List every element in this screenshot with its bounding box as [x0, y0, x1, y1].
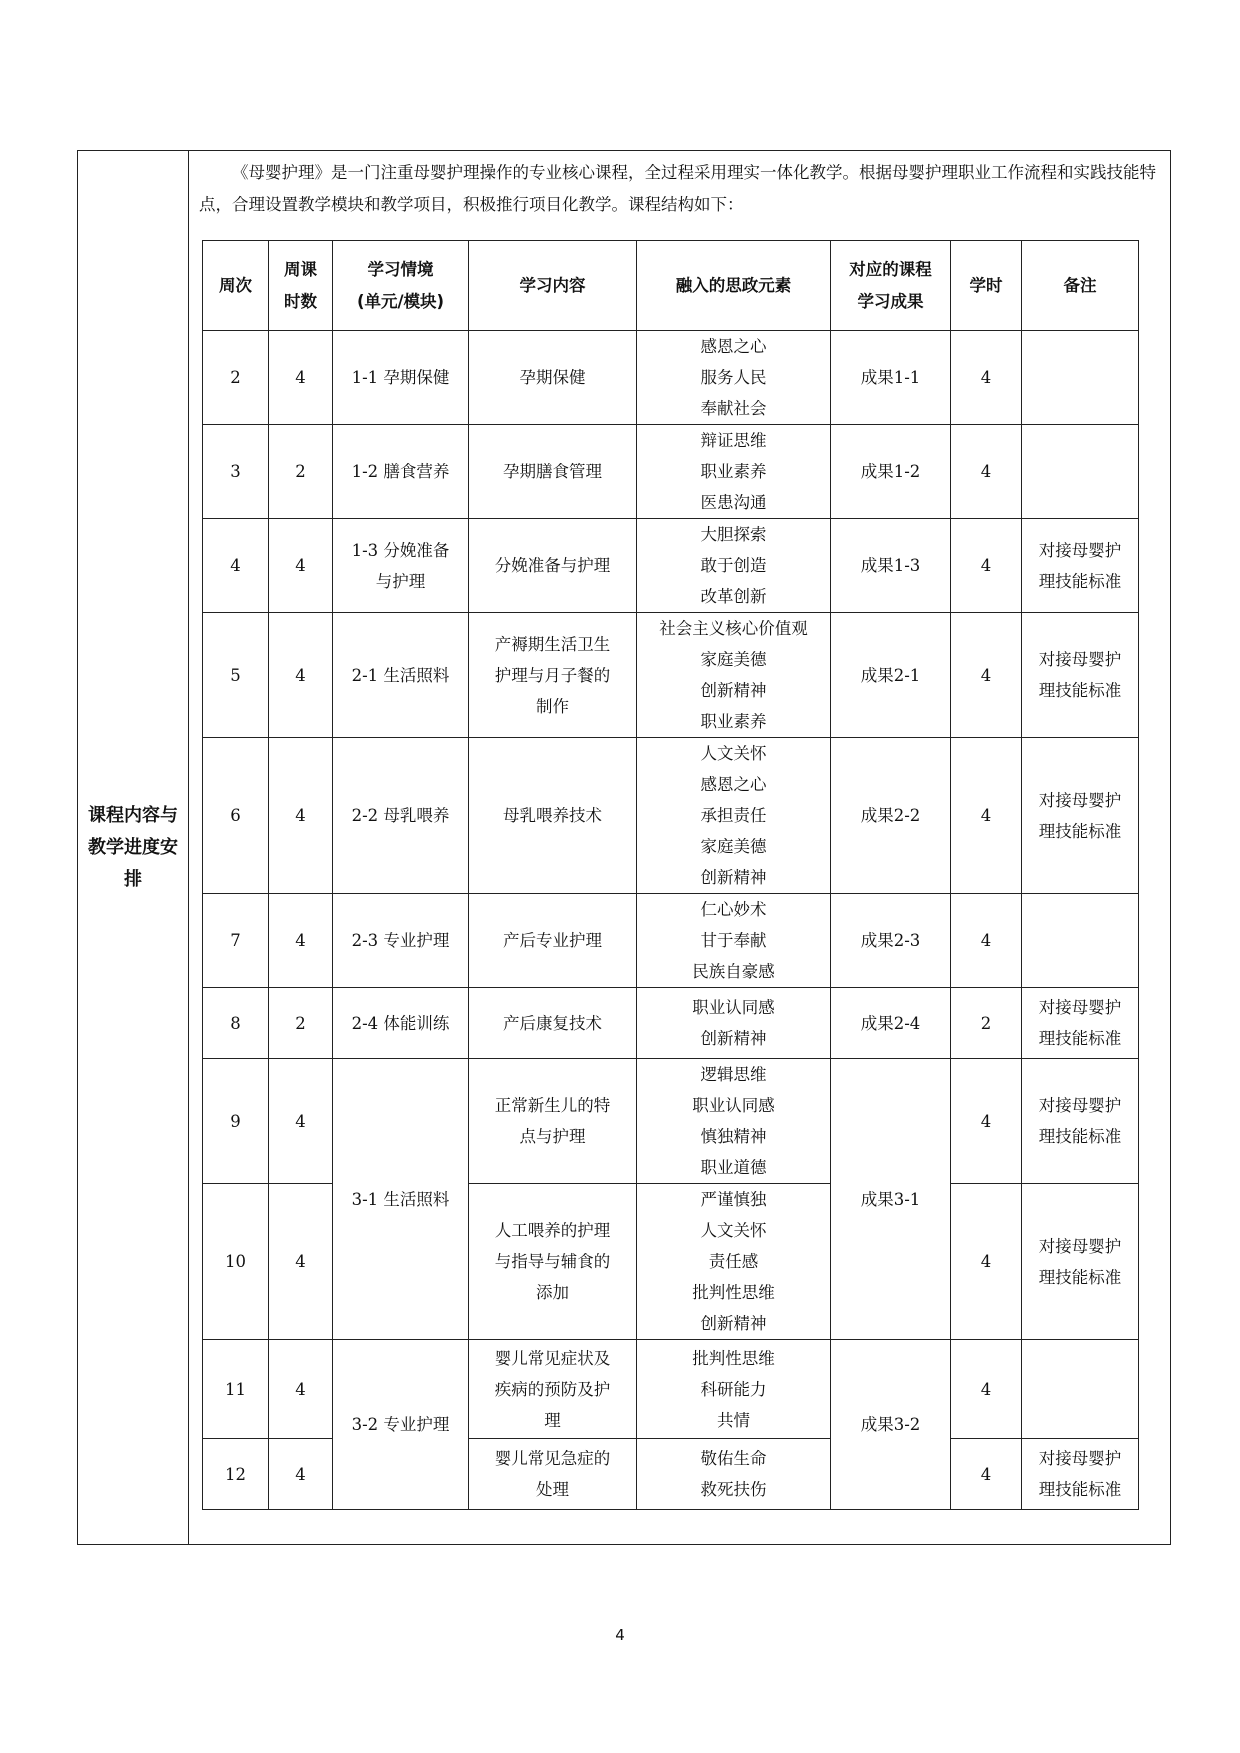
cell-hours-week: 4 — [269, 1439, 333, 1510]
cell-week: 7 — [203, 894, 269, 988]
header-content: 学习内容 — [469, 241, 637, 331]
cell-outcome: 成果3-1 — [831, 1059, 951, 1340]
cell-ideology: 职业认同感 创新精神 — [637, 988, 831, 1059]
cell-remark: 对接母婴护 理技能标准 — [1022, 1184, 1139, 1340]
cell-hours: 4 — [951, 1059, 1022, 1184]
cell-unit: 3-1 生活照料 — [333, 1059, 469, 1340]
page-number: 4 — [615, 1626, 625, 1644]
cell-content: 人工喂养的护理 与指导与辅食的 添加 — [469, 1184, 637, 1340]
cell-week: 12 — [203, 1439, 269, 1510]
cell-remark — [1022, 425, 1139, 519]
cell-content: 分娩准备与护理 — [469, 519, 637, 613]
cell-ideology: 批判性思维 科研能力 共情 — [637, 1340, 831, 1439]
header-remark: 备注 — [1022, 241, 1139, 331]
table-row — [203, 988, 1139, 1059]
header-row — [203, 241, 1139, 331]
cell-hours-week: 4 — [269, 331, 333, 425]
cell-unit: 1-3 分娩准备 与护理 — [333, 519, 469, 613]
cell-hours-week: 2 — [269, 425, 333, 519]
cell-content: 产后专业护理 — [469, 894, 637, 988]
cell-outcome: 成果3-2 — [831, 1340, 951, 1510]
table-row — [203, 1059, 1139, 1184]
schedule-table — [202, 240, 1139, 1510]
cell-ideology: 辩证思维 职业素养 医患沟通 — [637, 425, 831, 519]
cell-content: 孕期保健 — [469, 331, 637, 425]
cell-hours-week: 2 — [269, 988, 333, 1059]
cell-unit: 2-1 生活照料 — [333, 613, 469, 738]
cell-outcome: 成果2-4 — [831, 988, 951, 1059]
cell-hours-week: 4 — [269, 1059, 333, 1184]
cell-ideology: 仁心妙术 甘于奉献 民族自豪感 — [637, 894, 831, 988]
cell-content: 产褥期生活卫生 护理与月子餐的 制作 — [469, 613, 637, 738]
header-hours: 学时 — [951, 241, 1022, 331]
table-row — [203, 1340, 1139, 1439]
table-row — [203, 613, 1139, 738]
table-row — [203, 738, 1139, 894]
cell-hours: 4 — [951, 738, 1022, 894]
cell-week: 2 — [203, 331, 269, 425]
cell-ideology: 大胆探索 敢于创造 改革创新 — [637, 519, 831, 613]
table-row — [203, 331, 1139, 425]
cell-content: 婴儿常见症状及 疾病的预防及护 理 — [469, 1340, 637, 1439]
cell-outcome: 成果1-3 — [831, 519, 951, 613]
cell-unit: 2-4 体能训练 — [333, 988, 469, 1059]
cell-unit: 1-1 孕期保健 — [333, 331, 469, 425]
cell-remark: 对接母婴护 理技能标准 — [1022, 1059, 1139, 1184]
cell-week: 8 — [203, 988, 269, 1059]
cell-remark — [1022, 331, 1139, 425]
header-outcome: 对应的课程 学习成果 — [831, 241, 951, 331]
cell-content: 婴儿常见急症的 处理 — [469, 1439, 637, 1510]
cell-outcome: 成果2-2 — [831, 738, 951, 894]
cell-ideology: 敬佑生命 救死扶伤 — [637, 1439, 831, 1510]
cell-hours-week: 4 — [269, 894, 333, 988]
cell-content: 正常新生儿的特 点与护理 — [469, 1059, 637, 1184]
intro-paragraph: 《母婴护理》是一门注重母婴护理操作的专业核心课程，全过程采用理实一体化教学。根据母婴护理职业工作流程和实践技能特点，合理设置教学模块和教学项目，积极推行项目化教学。课程结构如下： — [199, 163, 1156, 214]
cell-ideology: 人文关怀 感恩之心 承担责任 家庭美德 创新精神 — [637, 738, 831, 894]
cell-hours-week: 4 — [269, 613, 333, 738]
cell-week: 5 — [203, 613, 269, 738]
cell-unit: 1-2 膳食营养 — [333, 425, 469, 519]
table-row — [203, 894, 1139, 988]
cell-week: 3 — [203, 425, 269, 519]
cell-outcome: 成果1-2 — [831, 425, 951, 519]
cell-hours: 4 — [951, 613, 1022, 738]
cell-remark: 对接母婴护 理技能标准 — [1022, 519, 1139, 613]
cell-ideology: 逻辑思维 职业认同感 慎独精神 职业道德 — [637, 1059, 831, 1184]
cell-hours: 4 — [951, 519, 1022, 613]
side-cell — [78, 151, 189, 1544]
cell-remark: 对接母婴护 理技能标准 — [1022, 613, 1139, 738]
cell-content: 孕期膳食管理 — [469, 425, 637, 519]
cell-hours: 2 — [951, 988, 1022, 1059]
cell-hours-week: 4 — [269, 519, 333, 613]
cell-ideology: 感恩之心 服务人民 奉献社会 — [637, 331, 831, 425]
header-context: 学习情境 (单元/模块) — [333, 241, 469, 331]
cell-hours-week: 4 — [269, 1184, 333, 1340]
cell-content: 产后康复技术 — [469, 988, 637, 1059]
header-week: 周次 — [203, 241, 269, 331]
table-row — [203, 425, 1139, 519]
cell-hours: 4 — [951, 331, 1022, 425]
cell-unit: 2-3 专业护理 — [333, 894, 469, 988]
cell-hours: 4 — [951, 894, 1022, 988]
cell-week: 10 — [203, 1184, 269, 1340]
header-ideology: 融入的思政元素 — [637, 241, 831, 331]
cell-week: 11 — [203, 1340, 269, 1439]
cell-ideology: 社会主义核心价值观 家庭美德 创新精神 职业素养 — [637, 613, 831, 738]
cell-hours: 4 — [951, 1184, 1022, 1340]
cell-outcome: 成果1-1 — [831, 331, 951, 425]
cell-week: 4 — [203, 519, 269, 613]
table-row — [203, 519, 1139, 613]
side-label: 课程内容与教学进度安排 — [88, 804, 178, 890]
cell-content: 母乳喂养技术 — [469, 738, 637, 894]
cell-hours-week: 4 — [269, 1340, 333, 1439]
cell-hours: 4 — [951, 425, 1022, 519]
cell-week: 6 — [203, 738, 269, 894]
cell-hours-week: 4 — [269, 738, 333, 894]
cell-hours: 4 — [951, 1439, 1022, 1510]
cell-remark: 对接母婴护 理技能标准 — [1022, 1439, 1139, 1510]
cell-remark — [1022, 894, 1139, 988]
header-hours-week: 周课 时数 — [269, 241, 333, 331]
cell-hours: 4 — [951, 1340, 1022, 1439]
cell-unit: 3-2 专业护理 — [333, 1340, 469, 1510]
cell-unit: 2-2 母乳喂养 — [333, 738, 469, 894]
cell-ideology: 严谨慎独 人文关怀 责任感 批判性思维 创新精神 — [637, 1184, 831, 1340]
cell-outcome: 成果2-3 — [831, 894, 951, 988]
cell-remark: 对接母婴护 理技能标准 — [1022, 738, 1139, 894]
cell-remark: 对接母婴护 理技能标准 — [1022, 988, 1139, 1059]
cell-week: 9 — [203, 1059, 269, 1184]
cell-outcome: 成果2-1 — [831, 613, 951, 738]
cell-remark — [1022, 1340, 1139, 1439]
schedule-table-wrapper — [202, 240, 1139, 1510]
